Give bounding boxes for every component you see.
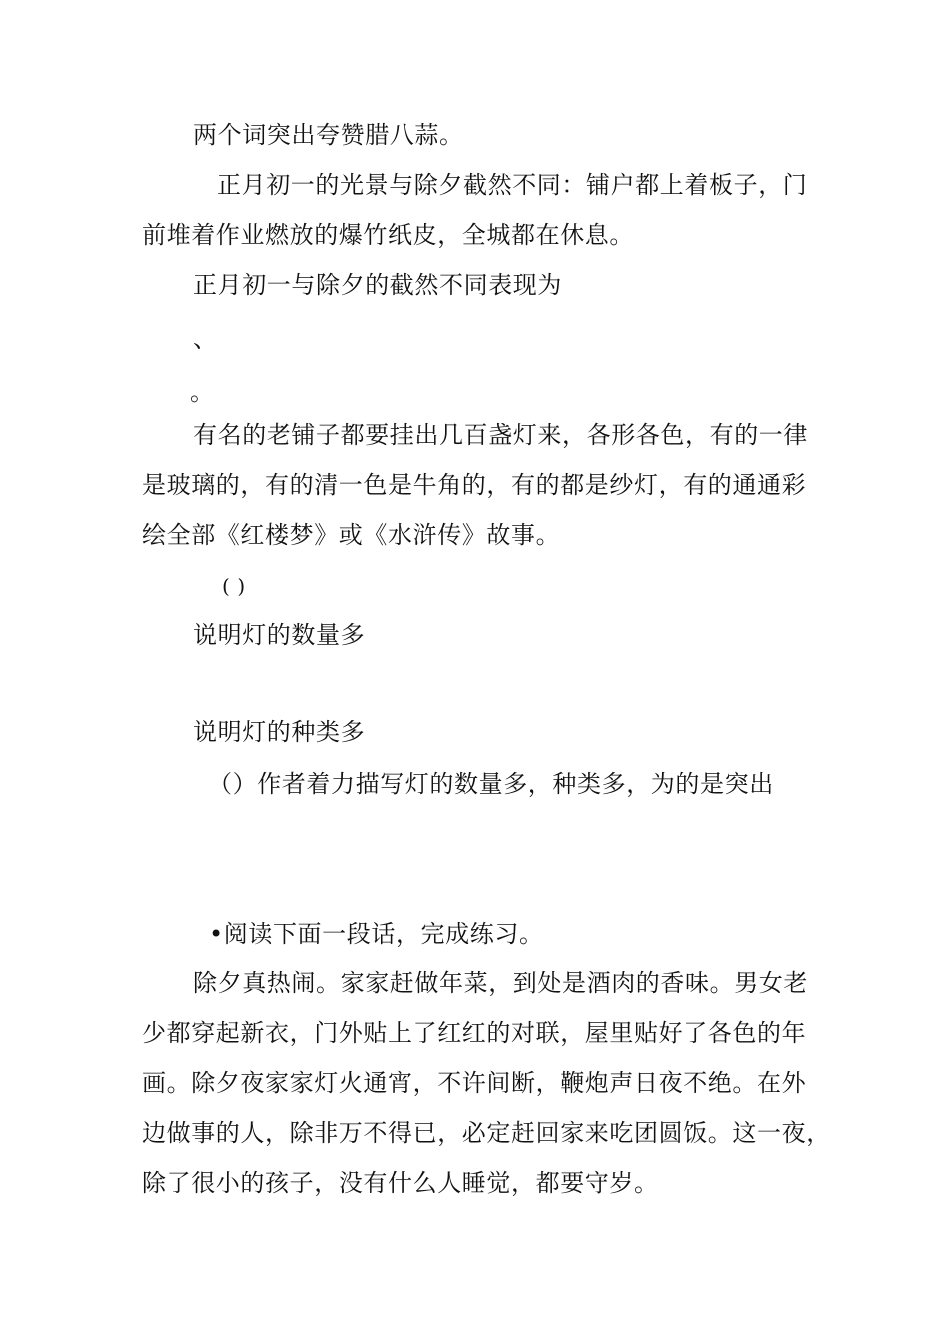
text-line-new-years-eve-4: 边做事的人，除非万不得已，必定赶回家来吃团圆饭。这一夜， [142,1119,831,1147]
text-line-new-years-eve-1: 除夕真热闹。家家赶做年菜，到处是酒肉的香味。男女老 [193,969,808,997]
exercise-heading: •阅读下面一段话，完成练习。 [209,920,544,948]
question-difference: 正月初一与除夕的截然不同表现为 [193,271,562,299]
text-line-new-years-eve-5: 除了很小的孩子，没有什么人睡觉，都要守岁。 [142,1169,659,1197]
text-line-praise-garlic: 两个词突出夸赞腊八蒜。 [193,121,464,149]
text-line-lanterns-3: 绘全部《红楼梦》或《水浒传》故事。 [142,521,561,549]
option-variety: 说明灯的种类多 [193,718,366,746]
text-line-new-year-day-2: 前堆着作业燃放的爆竹纸皮，全城都在休息。 [142,221,634,249]
answer-parentheses: ( ) [222,574,246,598]
blank-comma: 、 [193,325,218,353]
text-line-new-year-day-1: 正月初一的光景与除夕截然不同：铺户都上着板子，门 [217,171,808,199]
text-line-lanterns-2: 是玻璃的，有的清一色是牛角的，有的都是纱灯，有的通通彩 [142,471,807,499]
text-line-lanterns-1: 有名的老铺子都要挂出几百盏灯来，各形各色，有的一律 [193,421,808,449]
question-author-purpose: （）作者着力描写灯的数量多，种类多，为的是突出 [208,770,774,798]
blank-period: 。 [190,378,215,406]
text-line-new-years-eve-3: 画。除夕夜家家灯火通宵，不许间断，鞭炮声日夜不绝。在外 [142,1069,807,1097]
option-quantity: 说明灯的数量多 [193,621,366,649]
text-line-new-years-eve-2: 少都穿起新衣，门外贴上了红红的对联，屋里贴好了各色的年 [142,1019,807,1047]
